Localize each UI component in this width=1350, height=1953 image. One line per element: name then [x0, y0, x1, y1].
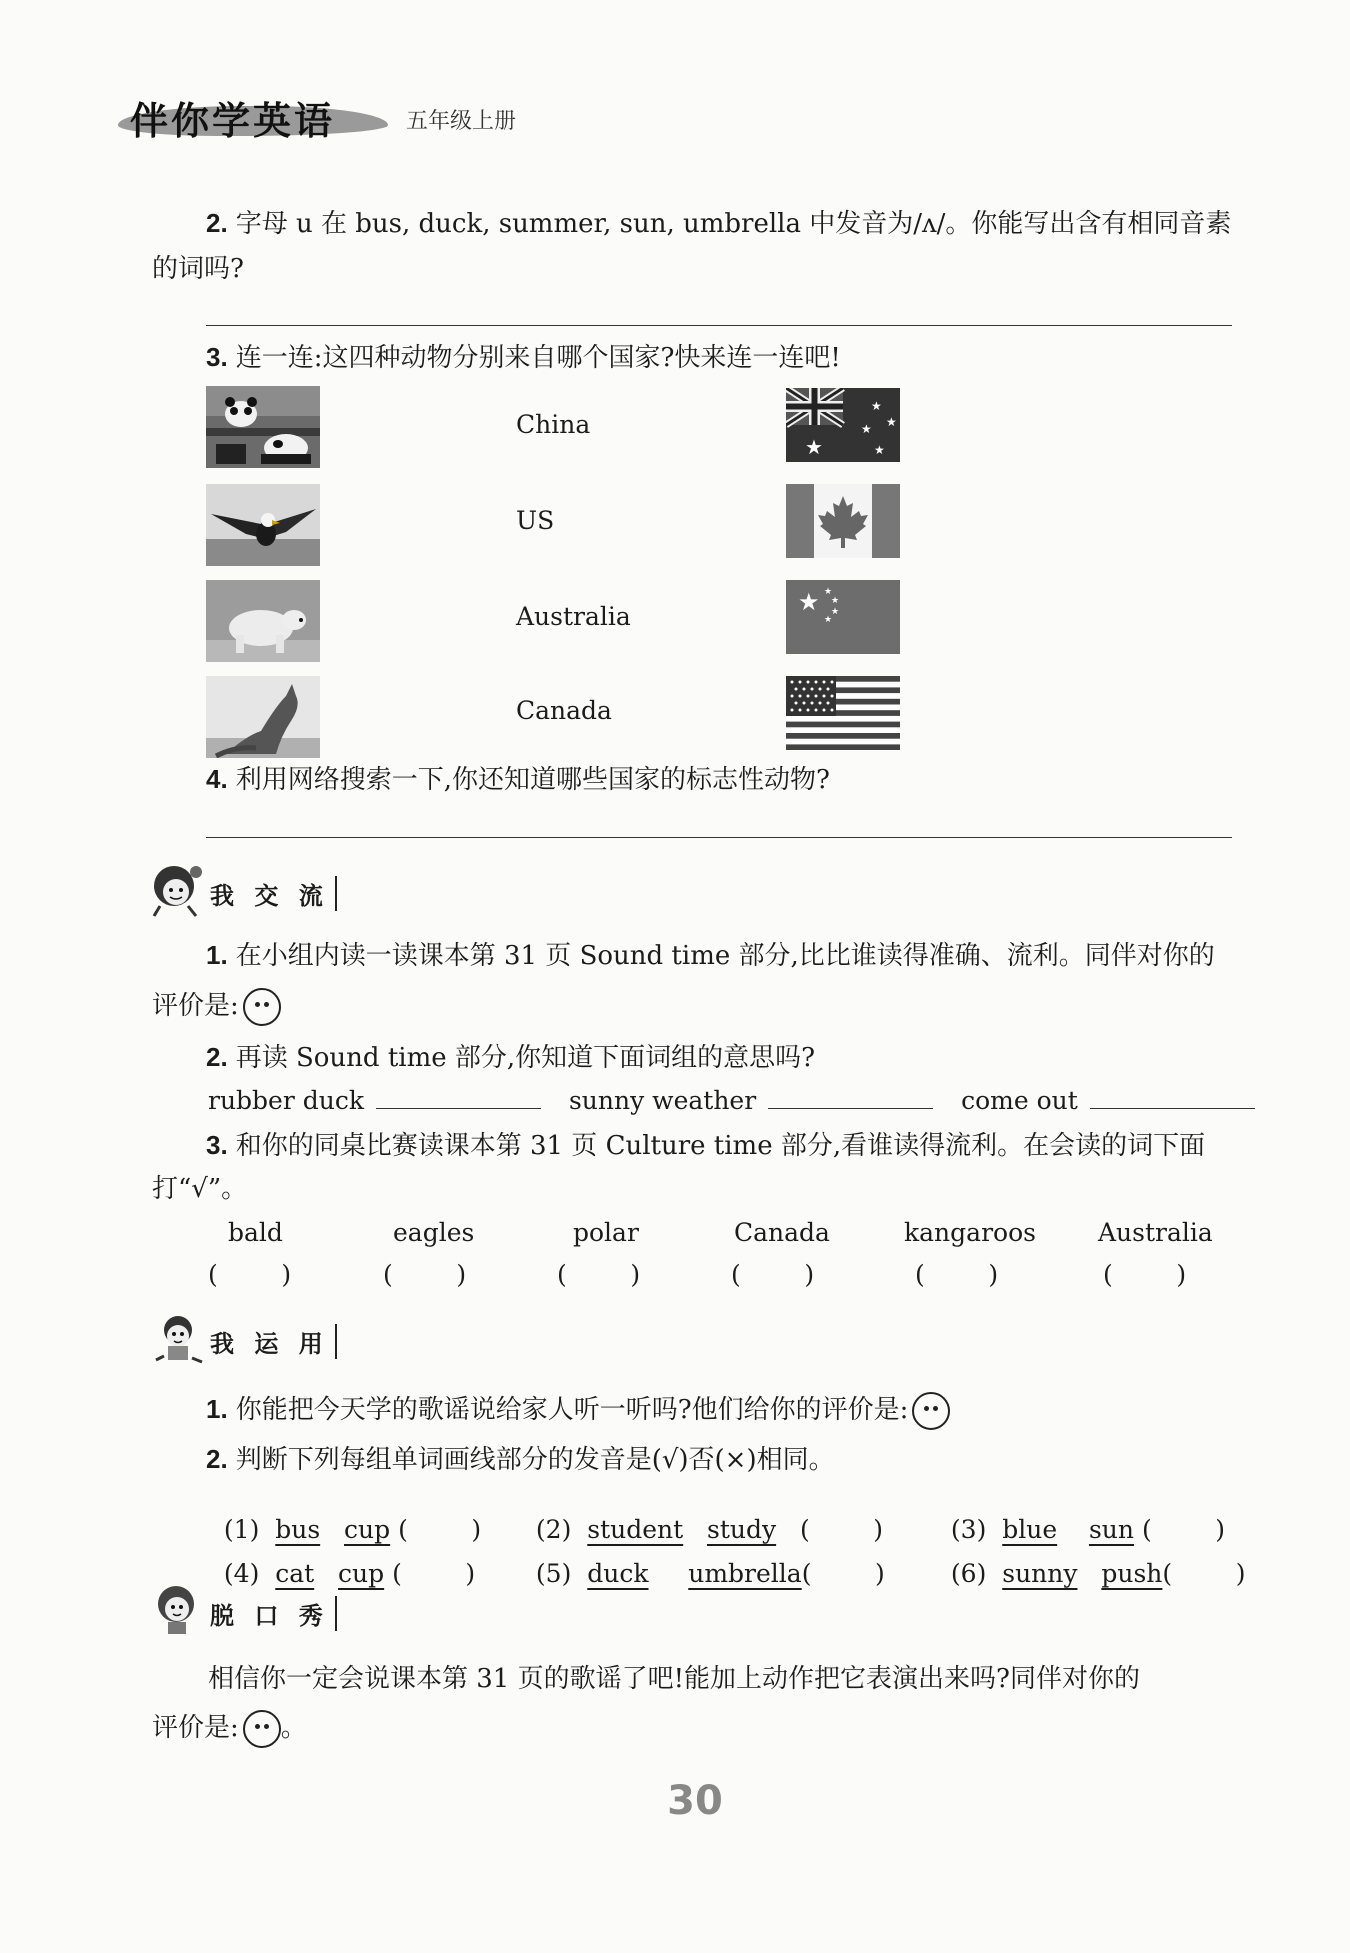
girl-mascot-icon [150, 862, 208, 920]
china-flag[interactable] [786, 580, 900, 654]
question-2-cont: 的词吗? [152, 254, 244, 284]
answer-line[interactable] [206, 325, 1232, 326]
word-australia: Australia [1098, 1218, 1213, 1247]
use-q1: 1. 你能把今天学的歌谣说给家人听一听吗?他们给你的评价是: [206, 1392, 950, 1430]
exchange-q3-cont: 打“√”。 [152, 1174, 248, 1204]
check-paren[interactable]: ( ) [915, 1260, 999, 1289]
pron-item-1: (1) bus cup ( ) [223, 1515, 482, 1544]
answer-paren[interactable]: ( ) [799, 1515, 884, 1544]
check-paren[interactable]: ( ) [208, 1260, 292, 1289]
us-flag[interactable] [786, 676, 900, 750]
section-show-header [150, 1582, 350, 1638]
answer-line[interactable] [206, 837, 1232, 838]
section-exchange-title: 我 交 流 [210, 876, 337, 911]
section-exchange-header [150, 862, 350, 918]
pron-item-6: (6) sunny push( ) [950, 1559, 1246, 1588]
grade-label: 五年级上册 [406, 109, 517, 134]
country-us[interactable]: US [516, 506, 555, 535]
question-4: 4. 利用网络搜索一下,你还知道哪些国家的标志性动物? [206, 764, 830, 795]
smiley-face-icon[interactable] [243, 1710, 281, 1748]
country-china[interactable]: China [516, 410, 591, 439]
show-text-cont: 评价是: 。 [152, 1710, 307, 1748]
check-paren[interactable]: ( ) [731, 1260, 815, 1289]
australia-flag[interactable] [786, 388, 900, 462]
exchange-q1: 1. 在小组内读一读课本第 31 页 Sound time 部分,比比谁读得准确、流利。同伴对你的 [206, 940, 1215, 971]
answer-paren[interactable]: ( ) [1141, 1515, 1226, 1544]
question-2: 2. 字母 u 在 bus, duck, summer, sun, umbrella 中发音为/ʌ/。你能写出含有相同音素 [206, 208, 1232, 239]
pron-item-3: (3) blue sun ( ) [950, 1515, 1226, 1544]
phrase-sunny-weather: sunny weather [568, 1086, 757, 1115]
exchange-q1-cont: 评价是: [152, 988, 281, 1026]
page-header [118, 88, 538, 158]
pron-item-5: (5) duck umbrella( ) [535, 1559, 885, 1588]
show-text: 相信你一定会说课本第 31 页的歌谣了吧!能加上动作把它表演出来吗?同伴对你的 [208, 1664, 1141, 1694]
eagle-photo[interactable] [206, 484, 320, 566]
kangaroo-photo[interactable] [206, 676, 320, 758]
word-eagles: eagles [393, 1218, 475, 1247]
check-paren[interactable]: ( ) [383, 1260, 467, 1289]
phrase-rubber-duck: rubber duck [208, 1086, 365, 1115]
svg-text:★: ★ [871, 399, 882, 413]
exchange-q3: 3. 和你的同桌比赛读课本第 31 页 Culture time 部分,看谁读得流利。在会读的词下面 [206, 1130, 1206, 1161]
word-bald: bald [228, 1218, 283, 1247]
svg-text:★: ★ [886, 415, 897, 429]
check-paren[interactable]: ( ) [1103, 1260, 1187, 1289]
brand-title: 伴你学英语 [130, 99, 336, 143]
page-number: 30 [667, 1778, 723, 1824]
answer-blank[interactable] [376, 1084, 541, 1109]
panda-photo[interactable] [206, 386, 320, 468]
svg-text:★: ★ [861, 422, 872, 436]
check-paren[interactable]: ( ) [557, 1260, 641, 1289]
section-use-title: 我 运 用 [210, 1324, 337, 1359]
word-kangaroos: kangaroos [904, 1218, 1036, 1247]
exchange-q2-phrases [208, 1084, 1275, 1118]
answer-blank[interactable] [1090, 1084, 1255, 1109]
phrase-come-out: come out [961, 1086, 1078, 1115]
boy-mascot-icon [150, 1582, 208, 1640]
country-canada[interactable]: Canada [516, 696, 612, 725]
smiley-face-icon[interactable] [243, 988, 281, 1026]
answer-paren[interactable]: ( ) [398, 1515, 482, 1544]
use-q2: 2. 判断下列每组单词画线部分的发音是(√)否(×)相同。 [206, 1444, 835, 1475]
svg-text:★: ★ [874, 443, 885, 457]
answer-paren[interactable]: ( ) [1162, 1559, 1246, 1588]
svg-text:★: ★ [824, 615, 833, 625]
pron-item-4: (4) cat cup ( ) [223, 1559, 476, 1588]
section-show-title: 脱 口 秀 [210, 1596, 337, 1631]
smiley-face-icon[interactable] [912, 1392, 950, 1430]
word-canada: Canada [734, 1218, 830, 1247]
section-use-header [150, 1310, 350, 1366]
country-australia[interactable]: Australia [516, 602, 631, 631]
svg-text:★: ★ [831, 607, 840, 617]
answer-paren[interactable]: ( ) [392, 1559, 476, 1588]
question-3: 3. 连一连:这四种动物分别来自哪个国家?快来连一连吧! [206, 342, 841, 373]
pron-item-2: (2) student study ( ) [535, 1515, 884, 1544]
svg-text:★: ★ [824, 587, 833, 597]
word-polar: polar [573, 1218, 639, 1247]
polar-bear-photo[interactable] [206, 580, 320, 662]
girl-mascot-icon [150, 1310, 208, 1368]
answer-paren[interactable]: ( ) [801, 1559, 885, 1588]
canada-flag[interactable] [786, 484, 900, 558]
svg-text:★: ★ [805, 435, 823, 459]
exchange-q2: 2. 再读 Sound time 部分,你知道下面词组的意思吗? [206, 1042, 816, 1073]
answer-blank[interactable] [768, 1084, 933, 1109]
svg-text:★: ★ [798, 588, 820, 616]
svg-text:★: ★ [831, 596, 840, 606]
